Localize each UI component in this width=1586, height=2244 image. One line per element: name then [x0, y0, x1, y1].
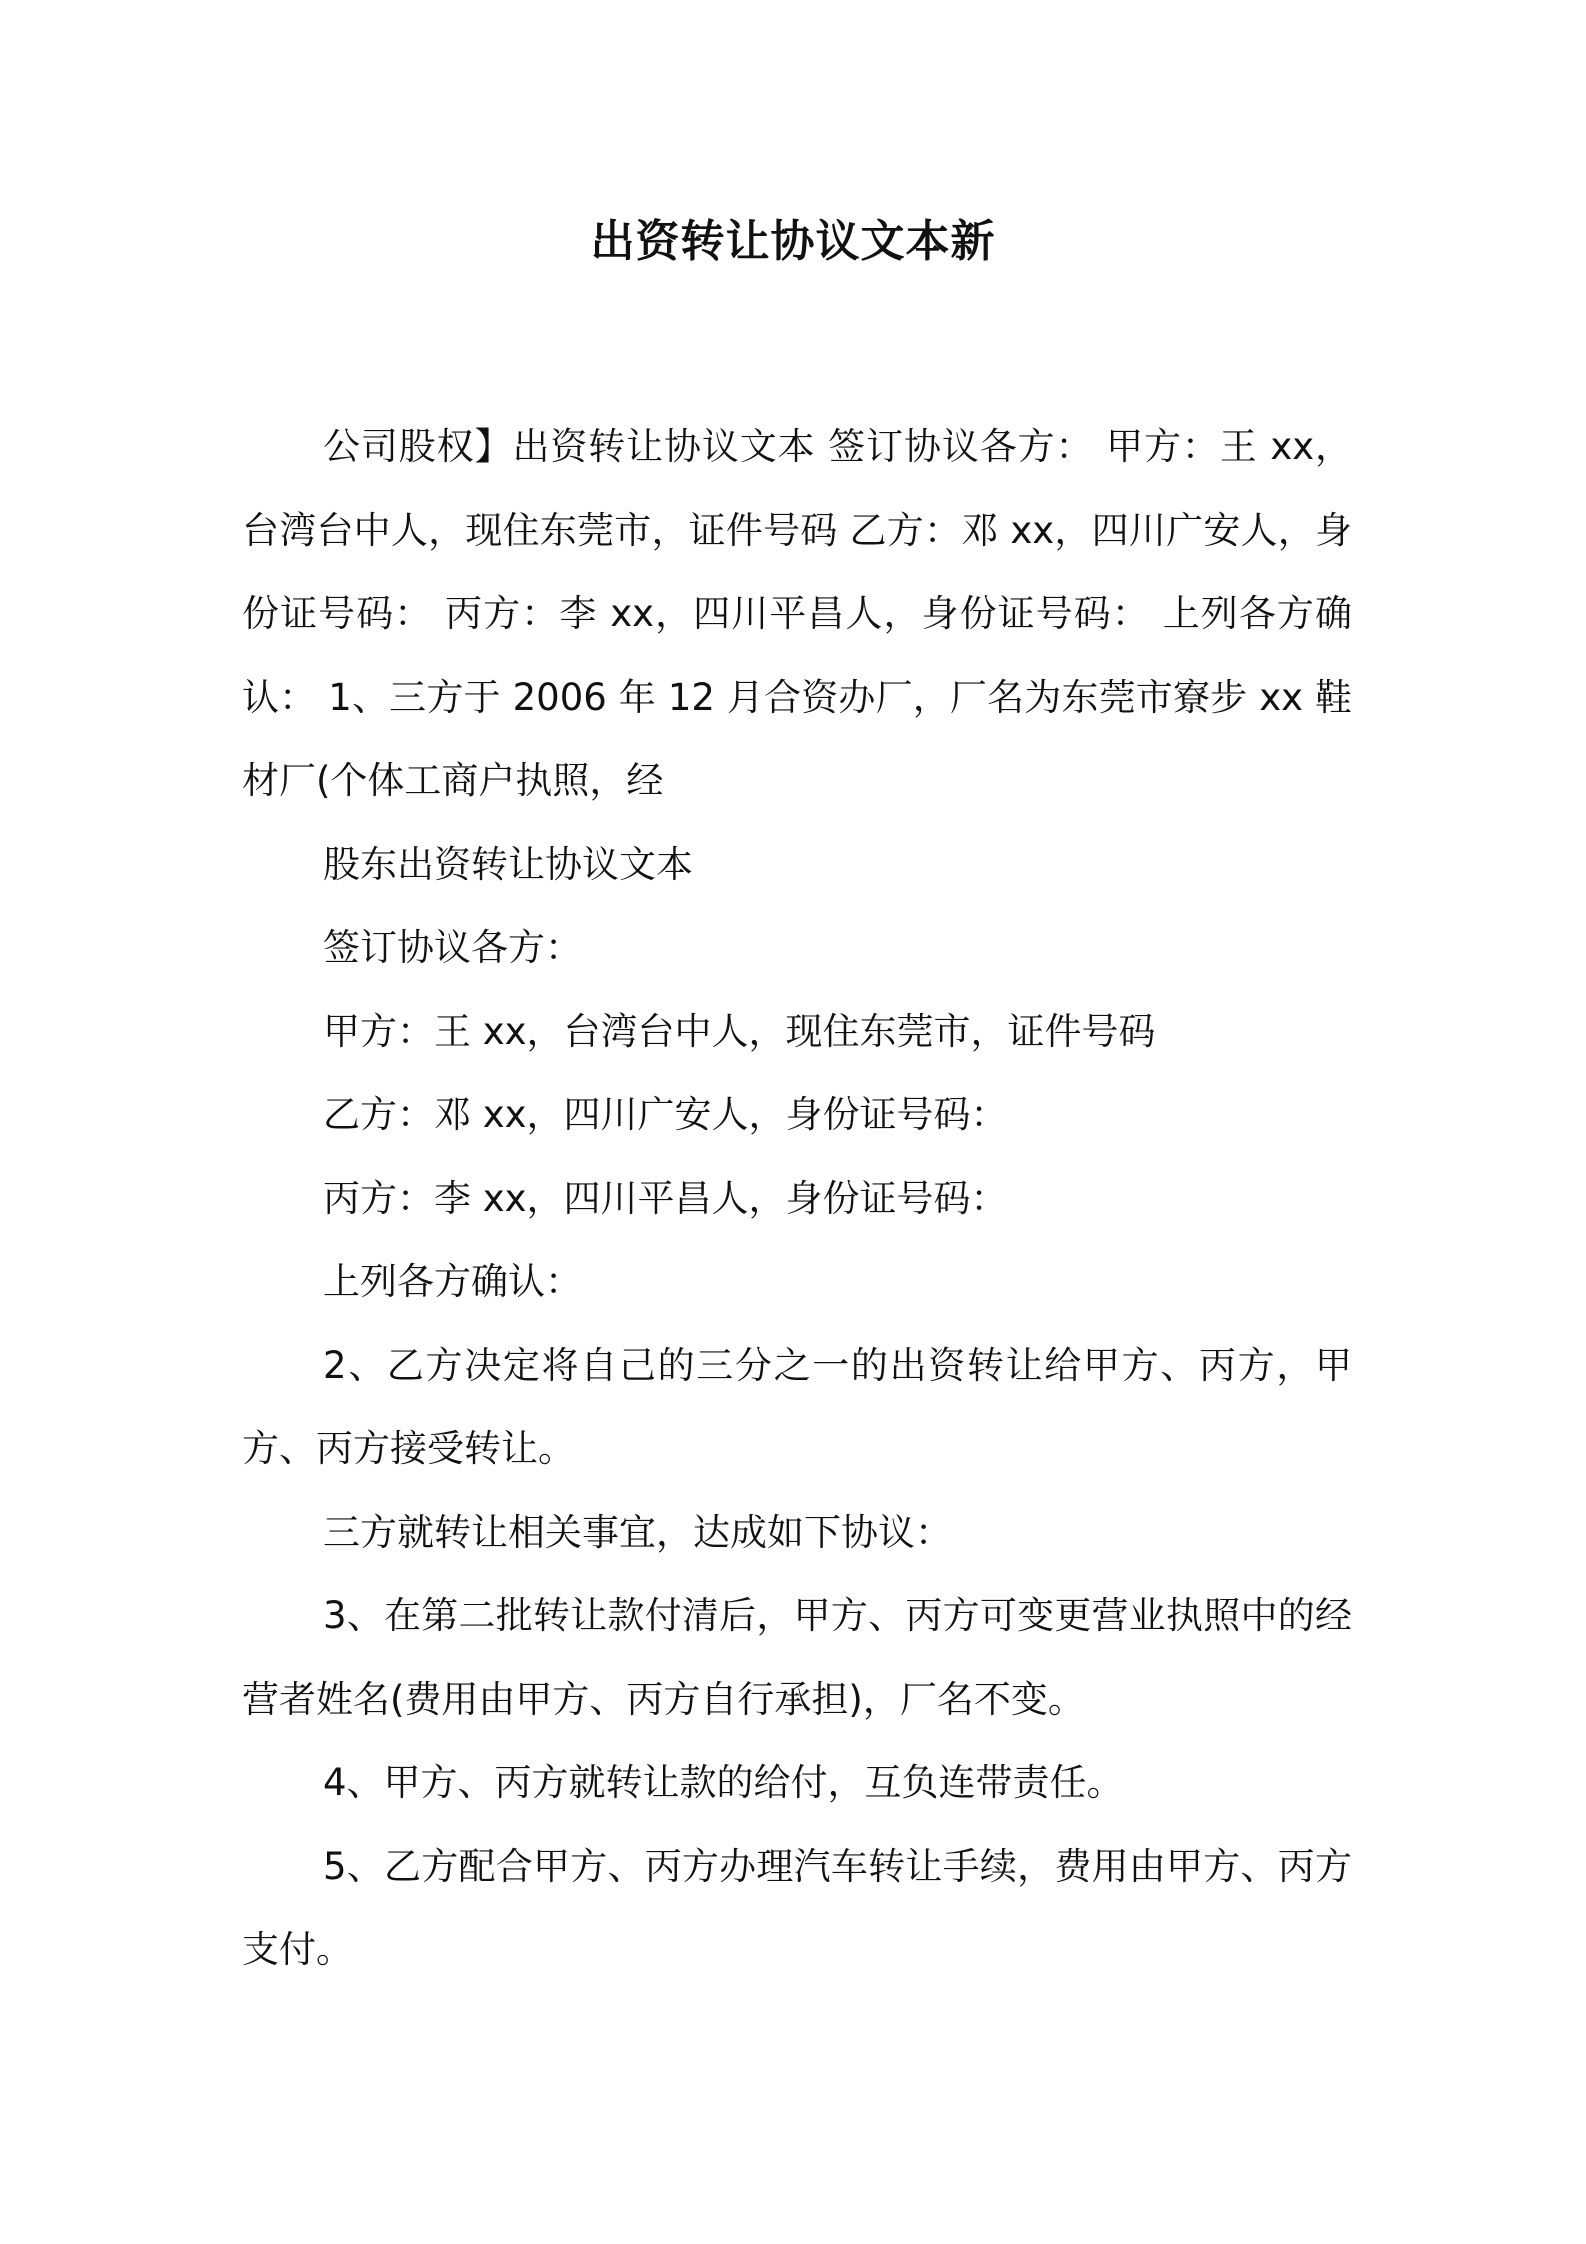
paragraph-intro: 公司股权】出资转让协议文本 签订协议各方： 甲方：王 xx，台湾台中人，现住东莞市，证件号码 乙方：邓 xx，四川广安人，身份证号码： 丙方：李 xx，四川平昌人，身份证号码： 上列各方确认： 1、三方于 2006 年 12 月合资办厂，厂名为东莞市寮步 xx 鞋材厂(个体工商户执照，经: [242, 425, 1352, 802]
paragraph-party-a: 甲方：王 xx，台湾台中人，现住东莞市，证件号码: [323, 1009, 1156, 1053]
document-title: 出资转让协议文本新: [590, 216, 996, 267]
paragraph-party-b: 乙方：邓 xx，四川广安人，身份证号码：: [323, 1093, 1008, 1136]
paragraph-clause-5: 5、乙方配合甲方、丙方办理汽车转让手续，费用由甲方、丙方支付。: [242, 1844, 1352, 1971]
paragraph-party-c: 丙方：李 xx，四川平昌人，身份证号码：: [323, 1176, 1008, 1220]
paragraph-clause-4: 4、甲方、丙方就转让款的给付，互负连带责任。: [323, 1761, 1124, 1804]
paragraph-parties-heading: 签订协议各方：: [323, 926, 582, 969]
paragraph-clause-2: 2、乙方决定将自己的三分之一的出资转让给甲方、丙方，甲方、丙方接受转让。: [242, 1343, 1352, 1470]
paragraph-agreement: 三方就转让相关事宜，达成如下协议：: [323, 1510, 952, 1554]
paragraph-subtitle: 股东出资转让协议文本: [323, 842, 693, 886]
document-body: [242, 405, 1352, 1992]
paragraph-clause-3: 3、在第二批转让款付清后，甲方、丙方可变更营业执照中的经营者姓名(费用由甲方、丙方自行承担)，厂名不变。: [242, 1594, 1352, 1721]
paragraph-confirm: 上列各方确认：: [323, 1260, 582, 1303]
